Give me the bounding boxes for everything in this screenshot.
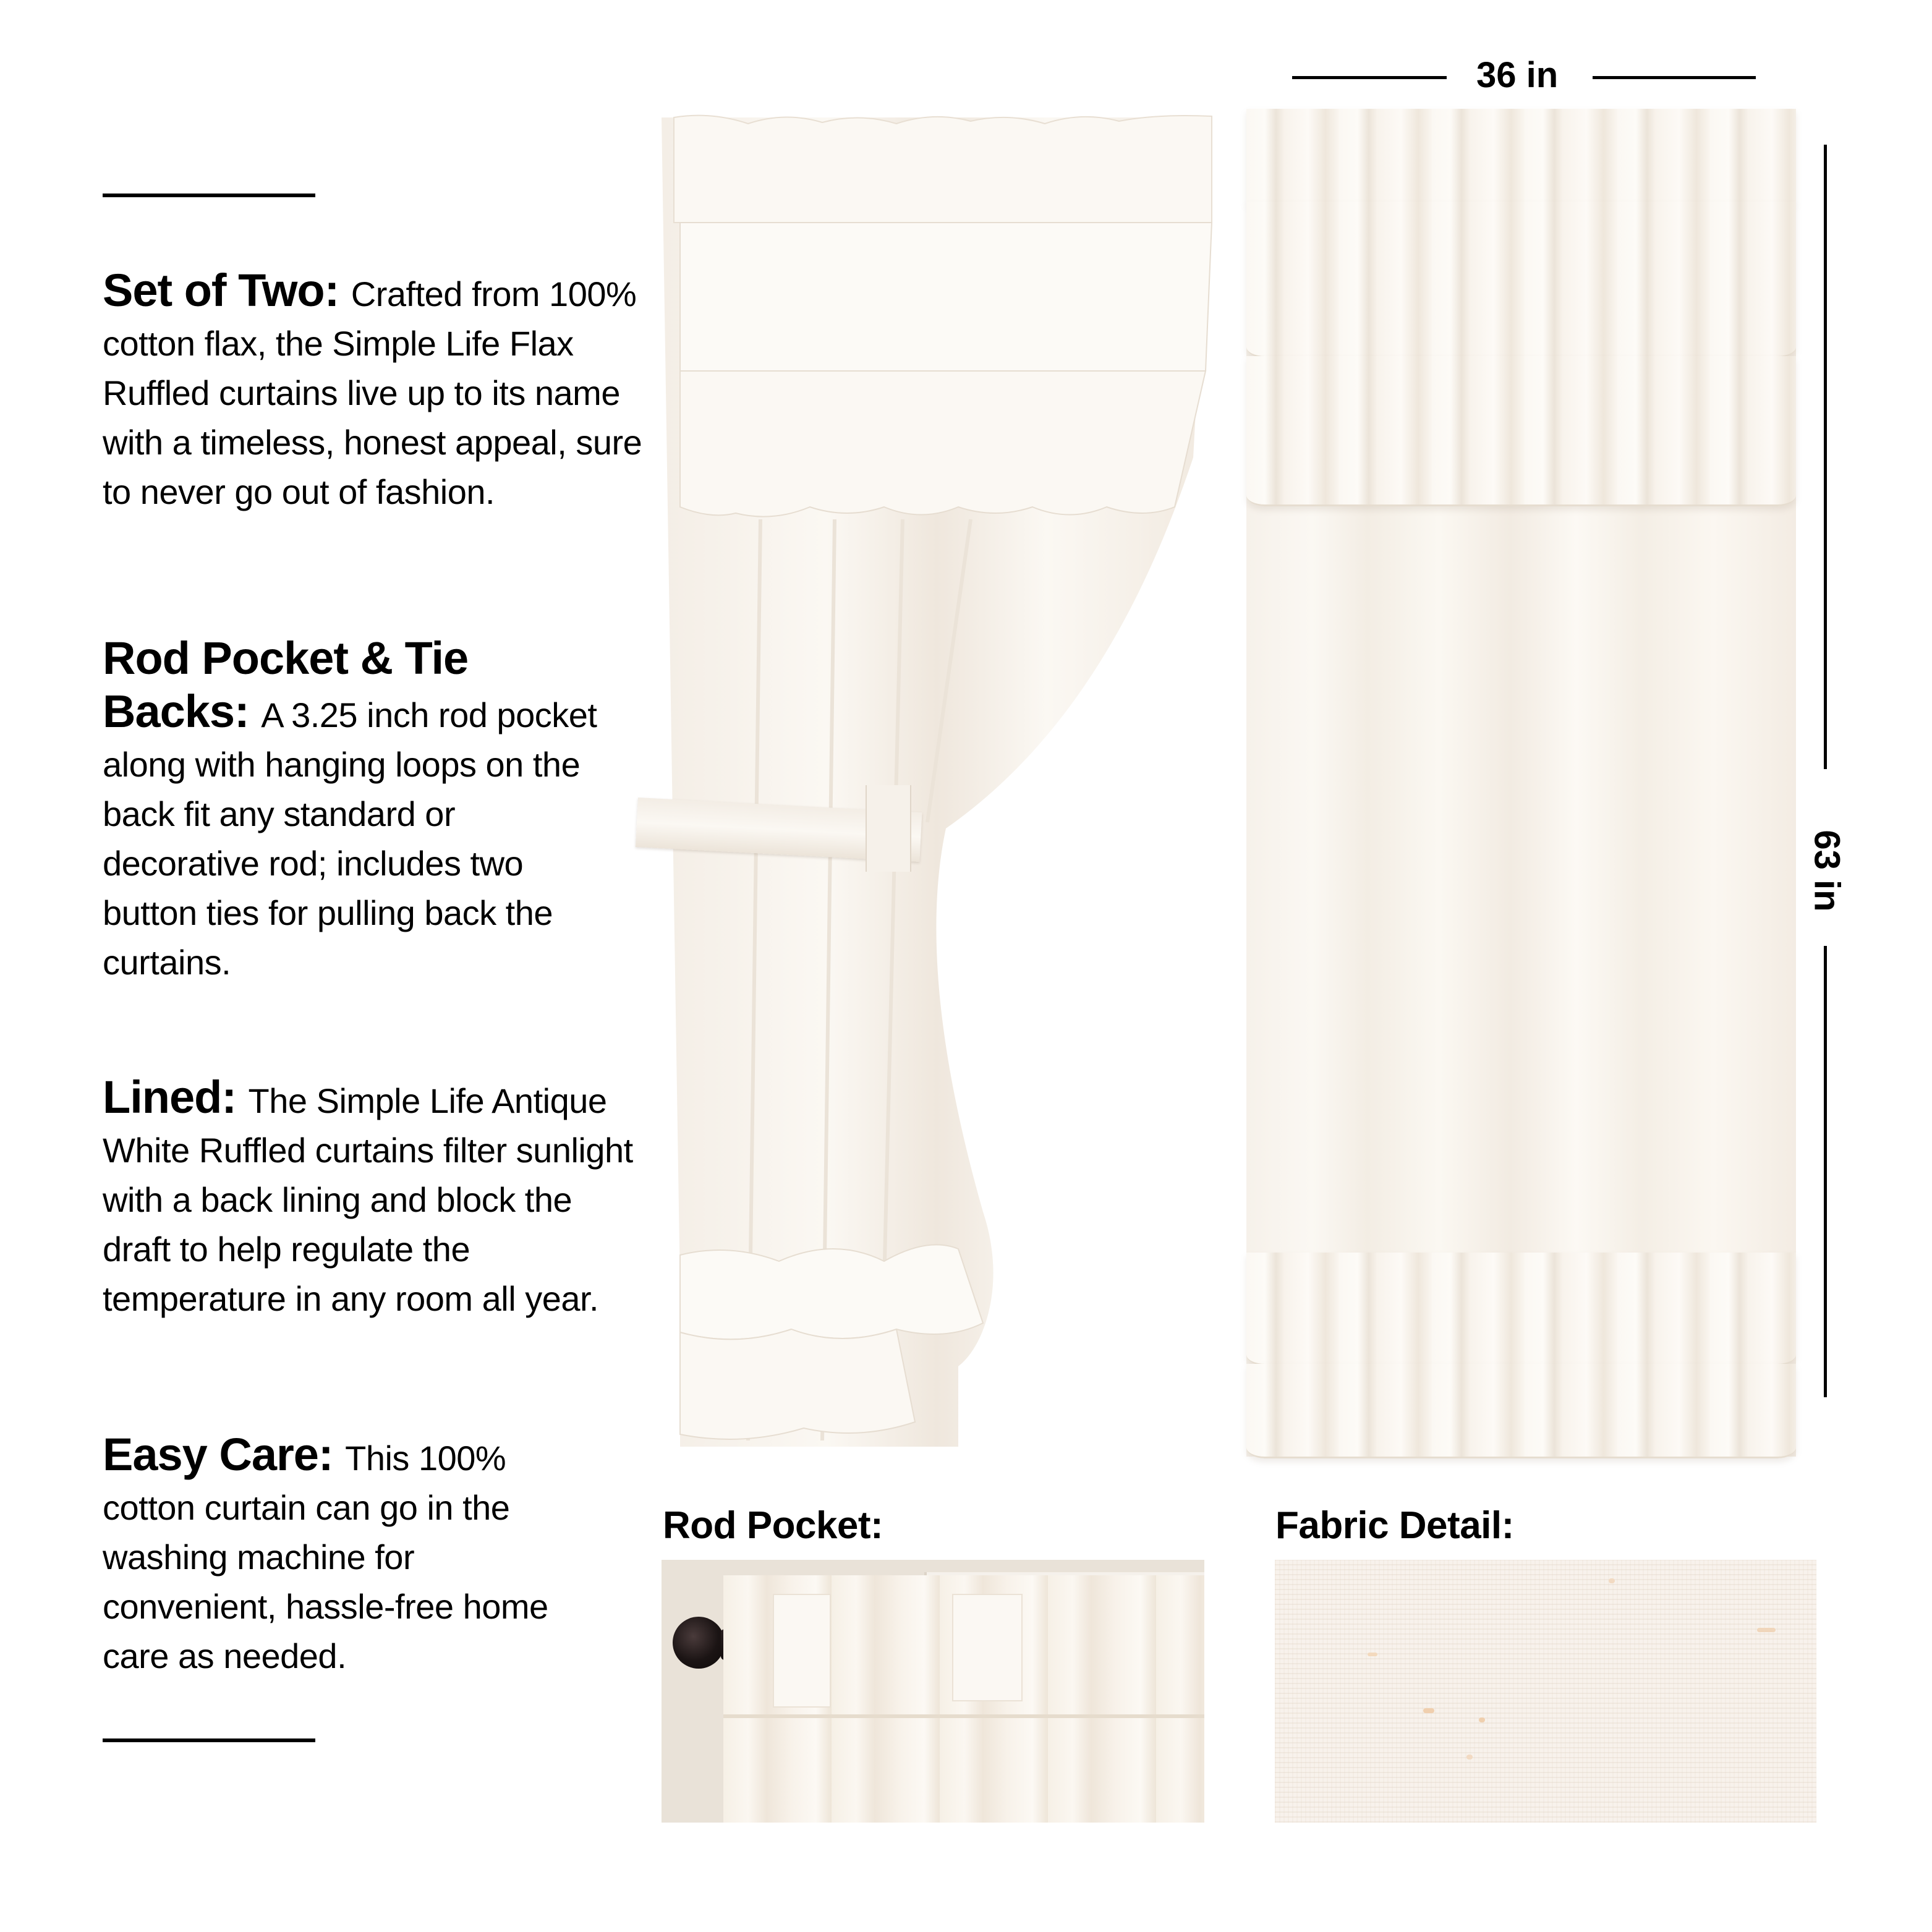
top-divider [103,194,315,197]
width-dimension-label: 36 in [1476,55,1559,95]
fabric-slub [1609,1578,1615,1583]
feature-set-of-two [103,266,647,517]
curtain-panel-left [637,111,1218,1447]
height-dimension-label: 63 in [1806,830,1847,912]
fabric-slub [1423,1708,1434,1713]
rod-pocket-photo [662,1560,1204,1823]
feature-rod-pocket-tie-backs [103,634,597,987]
bottom-divider [103,1738,315,1742]
height-dimension-line-top [1824,145,1827,769]
height-dimension-line-bottom [1824,946,1827,1397]
feature-body: This 100% cotton curtain can go in the washing machine for convenient, hassle-free home care as needed. [103,1439,548,1675]
tie-back-wrap [866,785,911,872]
width-dimension-line-left [1292,76,1447,79]
fabric-slub [1757,1628,1776,1632]
bottom-ruffle-tier-1 [1246,1253,1796,1366]
feature-title: Lined: [103,1071,249,1123]
rod-finial-icon [673,1617,725,1669]
fabric-slub [1368,1653,1377,1656]
curtain-panel-right [1246,109,1796,1457]
feature-lined [103,1073,647,1324]
fabric-slub [1466,1755,1473,1760]
hanging-loop [952,1594,1023,1701]
feature-title: Rod Pocket & Tie Backs: [103,632,469,737]
feature-body: The Simple Life Antique White Ruffled curtains filter sunlight with a back lining and block the draft to help regulate the temperature in any room all year. [103,1081,633,1318]
rod-pocket-gather-line [723,1714,1204,1718]
top-ruffle-tier-2 [1246,356,1796,506]
feature-body: A 3.25 inch rod pocket along with hanging loops on the back fit any standard or decorative rod; includes two button ties for pulling back the curtains. [103,696,597,982]
fabric-slub [1479,1717,1485,1722]
rod-pocket-header [1246,109,1796,203]
curtain-left-illustration [637,111,1218,1447]
feature-title: Easy Care: [103,1429,346,1480]
bottom-ruffle-tier-2 [1246,1364,1796,1458]
feature-title: Set of Two: [103,265,351,316]
top-ruffle-tier-1 [1246,202,1796,358]
rod-pocket-title: Rod Pocket: [663,1504,883,1547]
hanging-loop [773,1594,831,1708]
fabric-detail-title: Fabric Detail: [1275,1504,1514,1547]
fabric-detail-photo [1275,1560,1816,1823]
feature-body: Crafted from 100% cotton flax, the Simple Life Flax Ruffled curtains live up to its name with a timeless, honest appeal, sure to never go out of fashion. [103,274,642,511]
width-dimension-line-right [1593,76,1756,79]
feature-easy-care [103,1430,560,1681]
